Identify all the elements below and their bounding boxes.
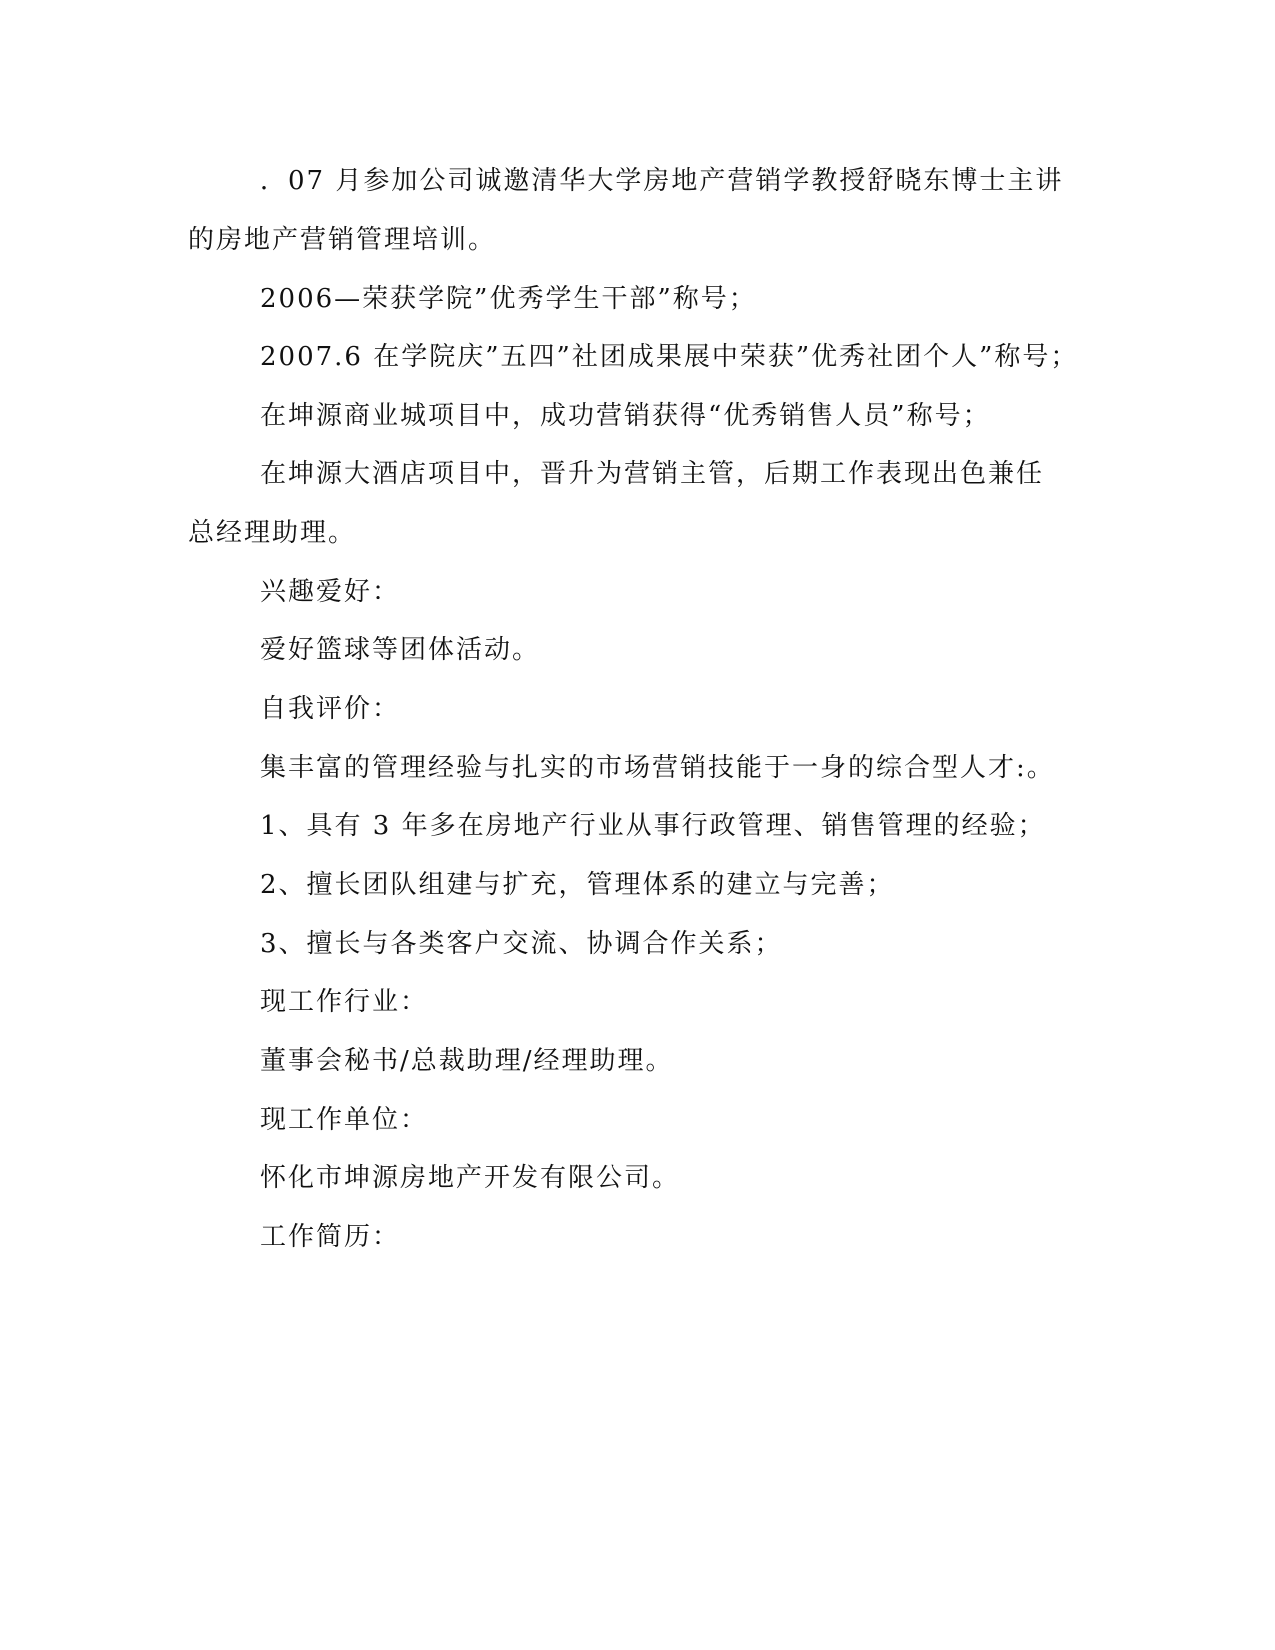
self-evaluation-item-3: 3、擅长与各类客户交流、协调合作关系； [260, 929, 783, 959]
promotion-line-2: 总经理助理。 [188, 518, 357, 548]
promotion-line-1: 在坤源大酒店项目中，晋升为营销主管，后期工作表现出色兼任 [260, 459, 1045, 489]
self-evaluation-item-2: 2、擅长团队组建与扩充，管理体系的建立与完善； [260, 870, 895, 900]
self-evaluation-item-1: 1、具有 3 年多在房地产行业从事行政管理、销售管理的经验； [260, 811, 1046, 841]
hobbies-heading: 兴趣爱好： [260, 577, 401, 607]
training-line-2: 的房地产营销管理培训。 [188, 225, 497, 255]
work-history-heading: 工作简历： [260, 1222, 401, 1252]
hobbies-text: 爱好篮球等团体活动。 [260, 635, 541, 665]
award-sales: 在坤源商业城项目中，成功营销获得“优秀销售人员”称号； [260, 401, 991, 431]
self-evaluation-heading: 自我评价： [260, 694, 401, 724]
employer-text: 怀化市坤源房地产开发有限公司。 [260, 1163, 681, 1193]
industry-heading: 现工作行业： [260, 987, 429, 1017]
award-2006: 2006—荣获学院”优秀学生干部”称号； [260, 284, 757, 314]
industry-text: 董事会秘书/总裁助理/经理助理。 [260, 1046, 674, 1076]
training-line-1: ．07 月参加公司诚邀清华大学房地产营销学教授舒晓东博士主讲 [260, 166, 1064, 196]
award-2007: 2007.6 在学院庆”五四”社团成果展中荣获”优秀社团个人”称号； [260, 342, 1079, 372]
employer-heading: 现工作单位： [260, 1105, 429, 1135]
self-evaluation-summary: 集丰富的管理经验与扎实的市场营销技能于一身的综合型人才:。 [260, 753, 1055, 783]
